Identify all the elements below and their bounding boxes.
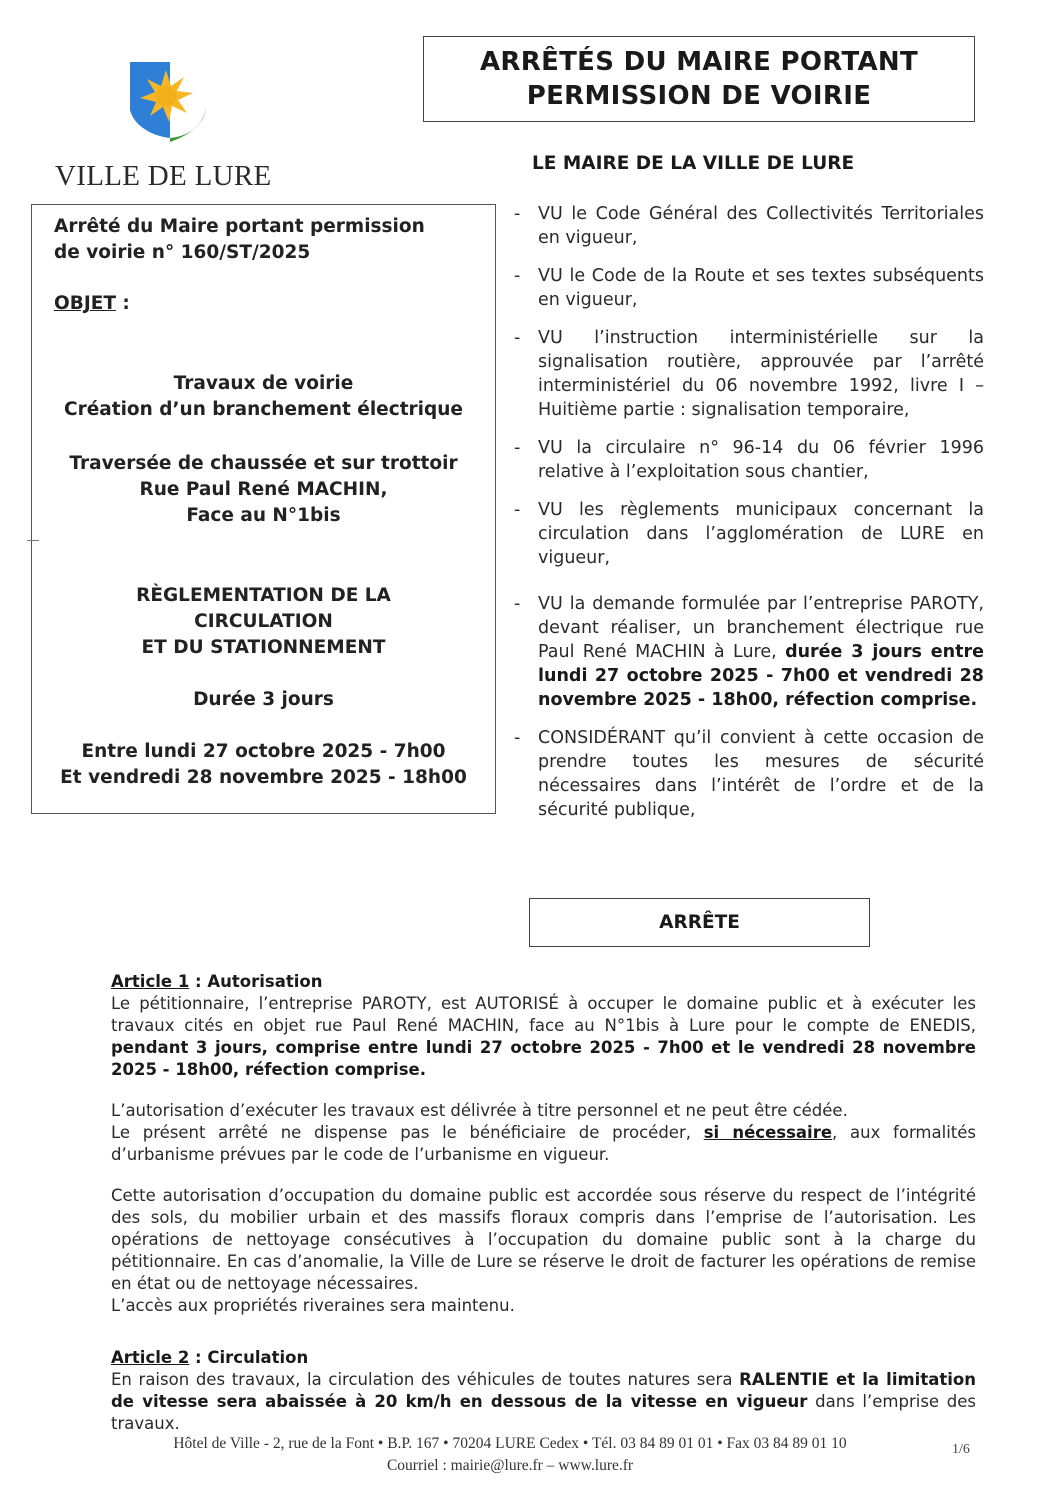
page-footer — [100, 1433, 920, 1477]
paragraph-text: Le pétitionnaire, l’entreprise PAROTY, est AUTORISÉ à occuper le domaine public et à exécuter les travaux cités en objet rue Paul René MACHIN, face au N°1bis à Lure pour le compte de ENEDIS, — [111, 994, 976, 1035]
list-item — [510, 726, 984, 822]
objet-duree: Durée 3 jours — [193, 689, 334, 710]
regl-line-3: ET DU STATIONNEMENT — [141, 637, 386, 658]
document-title-line-2: PERMISSION DE VOIRIE — [526, 81, 872, 111]
objet-dates — [32, 739, 495, 791]
arrete-reference — [54, 214, 425, 266]
list-item — [510, 436, 984, 484]
date-end: Et vendredi 28 novembre 2025 - 18h00 — [60, 767, 467, 788]
article-1-paragraph-1 — [111, 993, 976, 1081]
arrete-heading-box: ARRÊTE — [529, 898, 870, 947]
paragraph-bold-underline-text: si nécessaire — [703, 1123, 833, 1142]
consideration-bold-text: durée 3 jours entre lundi 27 octobre 2025 - 7h00 et vendredi 28 novembre 2025 - 18h00, réfection comprise. — [538, 642, 984, 710]
article-1 — [111, 971, 976, 1339]
article-2-label: Article 2 — [111, 1348, 190, 1367]
paragraph-text: Le présent arrêté ne dispense pas le bénéficiaire de procéder, — [111, 1123, 704, 1142]
city-name: VILLE DE LURE — [55, 160, 272, 192]
article-2-paragraph-1 — [111, 1369, 976, 1435]
paragraph-bold-text: pendant 3 jours, comprise entre lundi 27 octobre 2025 - 7h00 et le vendredi 28 novembre 2025 - 18h00, réfection comprise. — [111, 1038, 976, 1079]
footer-address: Hôtel de Ville - 2, rue de la Font • B.P. 167 • 70204 LURE Cedex • Tél. 03 84 89 01 01 • Fax 03 84 89 01 10 — [173, 1435, 847, 1452]
document-title-box — [423, 36, 975, 122]
dash-bullet: - — [514, 594, 521, 614]
objet-travaux — [32, 371, 495, 423]
objet-location — [32, 451, 495, 529]
travaux-line-2: Création d’un branchement électrique — [64, 399, 463, 420]
article-1-paragraph-2 — [111, 1100, 976, 1166]
paragraph-bold-text: RALENTIE et la limitation de vitesse sera abaissée à 20 km/h en dessous de la vitesse en vigueur — [111, 1370, 976, 1411]
objet-colon: : — [115, 293, 130, 314]
date-start: Entre lundi 27 octobre 2025 - 7h00 — [81, 741, 446, 762]
objet-label — [54, 293, 130, 314]
location-line-1: Traversée de chaussée et sur trottoir — [69, 453, 458, 474]
article-1-paragraph-3 — [111, 1185, 976, 1317]
dash-bullet: - — [514, 204, 521, 224]
city-logo-icon — [122, 58, 214, 150]
article-2-heading — [111, 1347, 976, 1369]
list-item — [510, 264, 984, 312]
dash-bullet: - — [514, 438, 521, 458]
list-item — [510, 498, 984, 570]
footer-contact: Courriel : mairie@lure.fr – www.lure.fr — [386, 1457, 634, 1474]
document-title-line-1: ARRÊTÉS DU MAIRE PORTANT — [480, 47, 918, 77]
arrete-reference-line-1: Arrêté du Maire portant permission — [54, 216, 425, 237]
article-1-title: : Autorisation — [189, 972, 323, 991]
paragraph-text: Cette autorisation d’occupation du domaine public est accordée sous réserve du respect de l’intégrité des sols, du mobilier urbain et des massifs floraux compris dans l’emprise de l’autorisation. Les opérations de nettoyage consécutives à l’occupation du domaine public sont à la charge du pétitionnaire. En cas d’anomalie, la Ville de Lure se réserve le droit de facturer les opérations de remise en état ou de nettoyage nécessaires. — [111, 1186, 976, 1293]
margin-mark — [27, 540, 39, 541]
article-1-heading — [111, 971, 976, 993]
article-1-label: Article 1 — [111, 972, 190, 991]
location-line-3: Face au N°1bis — [186, 505, 341, 526]
dash-bullet: - — [514, 328, 521, 348]
consideration-text: VU le Code Général des Collectivités Territoriales en vigueur, — [538, 204, 984, 248]
maire-heading: LE MAIRE DE LA VILLE DE LURE — [532, 153, 855, 174]
list-item — [510, 326, 984, 422]
considerations-list — [510, 202, 984, 836]
dash-bullet: - — [514, 500, 521, 520]
travaux-line-1: Travaux de voirie — [173, 373, 354, 394]
list-item — [510, 202, 984, 250]
paragraph-text: En raison des travaux, la circulation des véhicules de toutes natures sera — [111, 1370, 740, 1389]
arrete-summary-box — [31, 204, 496, 814]
regl-line-2: CIRCULATION — [194, 611, 333, 632]
dash-bullet: - — [514, 728, 521, 748]
arrete-reference-line-2: de voirie n° 160/ST/2025 — [54, 242, 311, 263]
consideration-text: CONSIDÉRANT qu’il convient à cette occasion de prendre toutes les mesures de sécurité nécessaires dans l’intérêt de l’ordre et de la sécurité publique, — [538, 728, 984, 820]
dash-bullet: - — [514, 266, 521, 286]
objet-label-text: OBJET — [54, 293, 116, 314]
article-2-title: : Circulation — [189, 1348, 309, 1367]
objet-reglementation — [32, 583, 495, 661]
paragraph-text: L’autorisation d’exécuter les travaux est délivrée à titre personnel et ne peut être cédée. — [111, 1101, 848, 1120]
consideration-text: VU l’instruction interministérielle sur la signalisation routière, approuvée par l’arrêté interministériel du 06 novembre 1992, livre I – Huitième partie : signalisation temporaire, — [538, 328, 984, 420]
paragraph-text: , aux formalités d’urbanisme prévues par le code de l’urbanisme en vigueur. — [111, 1123, 977, 1164]
regl-line-1: RÈGLEMENTATION DE LA — [136, 585, 391, 606]
page-number: 1/6 — [952, 1442, 970, 1457]
paragraph-text: L’accès aux propriétés riveraines sera maintenu. — [111, 1296, 515, 1315]
list-item — [510, 592, 984, 712]
paragraph-text: dans l’emprise des travaux. — [111, 1392, 976, 1433]
consideration-text: VU les règlements municipaux concernant la circulation dans l’agglomération de LURE en vigueur, — [538, 500, 984, 568]
consideration-text: VU le Code de la Route et ses textes subséquents en vigueur, — [538, 266, 984, 310]
consideration-text: VU la circulaire n° 96-14 du 06 février 1996 relative à l’exploitation sous chantier, — [538, 438, 984, 482]
consideration-text: VU la demande formulée par l’entreprise PAROTY, devant réaliser, un branchement électrique rue Paul René MACHIN à Lure, — [538, 594, 984, 662]
location-line-2: Rue Paul René MACHIN, — [139, 479, 388, 500]
